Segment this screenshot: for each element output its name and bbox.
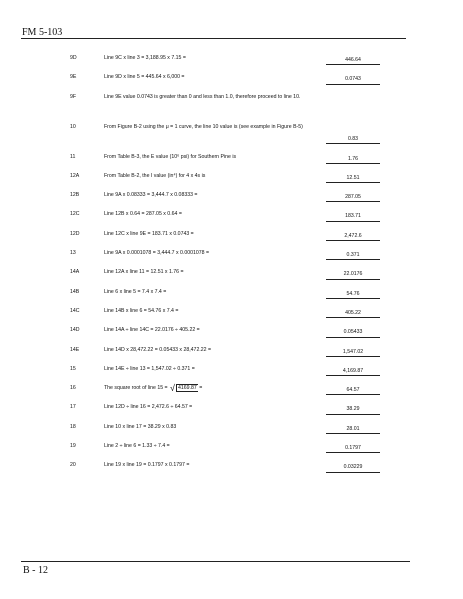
row-value: 54.76 [326, 291, 380, 299]
row-label: 12B [70, 192, 80, 199]
row-value: 0.0743 [326, 76, 380, 84]
footer-rule [21, 561, 410, 562]
page-number: B - 12 [23, 565, 48, 576]
row-label: 9D [70, 55, 77, 61]
worksheet-row [0, 363, 463, 382]
row-text [104, 383, 319, 394]
worksheet-row [0, 121, 463, 151]
row-value: 0.83 [326, 136, 380, 144]
row-label: 12A [70, 172, 80, 179]
row-label: 14A [70, 269, 80, 276]
row-text: Line 9C x line 3 = 3,188.95 x 7.15 = [104, 55, 186, 61]
worksheet-row [0, 344, 463, 363]
row-value: 0.05433 [326, 329, 380, 337]
worksheet-row [0, 208, 463, 227]
row-value: 446.64 [326, 57, 380, 65]
row-text: Line 12D ÷ line 16 = 2,472.6 ÷ 64.57 = [104, 404, 193, 411]
row-text: Line 9D x line 5 = 445.64 x 6,000 = [104, 74, 185, 81]
row-label: 16 [70, 385, 76, 392]
square-root-icon: √ [170, 383, 175, 394]
row-label: 12D [70, 230, 80, 237]
row-text: From Table B-3, the E value (10⁶ psi) for Southern Pine is [104, 153, 237, 160]
row-text: Line 14E ÷ line 13 = 1,547.02 ÷ 0.371 = [104, 365, 195, 372]
row-value: 64.57 [326, 387, 380, 395]
worksheet-row [0, 382, 463, 401]
worksheet-row [0, 170, 463, 189]
row-text: Line 12A x line 11 = 12.51 x 1.76 = [104, 269, 184, 276]
row-label: 18 [70, 423, 76, 430]
row-text: From Figure B-2 using the μ = 1 curve, the line 10 value is (see example in Figure B-5) [104, 123, 303, 130]
worksheet-row [0, 305, 463, 324]
worksheet-row [0, 151, 463, 170]
radicand: 4169.87 [178, 385, 197, 392]
worksheet-rows [0, 52, 463, 479]
row-value: 0.371 [326, 252, 380, 260]
row-text: Line 9E value 0.0743 is greater than 0 and less than 1.0, therefore proceed to line 10. [104, 93, 301, 100]
row-text: From Table B-2, the I value (in⁴) for 4 x 4s is [104, 172, 206, 179]
row-value: 0.1797 [326, 445, 380, 453]
row-value: 1,547.02 [326, 349, 380, 357]
row-text: Line 14D x 28,472.22 = 0.05433 x 28,472.22 = [104, 346, 212, 353]
row-label: 14D [70, 327, 80, 334]
row-text: Line 12C x line 9E = 183.71 x 0.0743 = [104, 230, 194, 237]
row-text: Line 12B x 0.64 = 287.05 x 0.64 = [104, 211, 182, 218]
row-text: Line 10 x line 17 = 38.29 x 0.83 [104, 423, 177, 430]
row-text: Line 9A x 0.0001078 = 3,444.7 x 0.0001078 = [104, 250, 209, 257]
worksheet-row [0, 440, 463, 459]
row-label: 19 [70, 443, 76, 450]
row-label: 14B [70, 288, 80, 295]
row-value: 38.29 [326, 406, 380, 414]
row-label: 10 [70, 123, 76, 130]
row-label: 12C [70, 211, 80, 218]
row-value: 4,169.87 [326, 368, 380, 376]
row-label: 15 [70, 365, 76, 372]
row-text: Line 2 ÷ line 6 = 1.33 ÷ 7.4 = [104, 443, 170, 450]
row-value: 22.0176 [326, 271, 380, 279]
worksheet-row [0, 247, 463, 266]
row-value: 0.03229 [326, 464, 380, 472]
row-value: 1.76 [326, 156, 380, 164]
row-value: 28.01 [326, 426, 380, 434]
row-label: 9E [70, 74, 77, 81]
row-label: 14E [70, 346, 80, 353]
row-text: Line 14B x line 6 = 54.76 x 7.4 = [104, 307, 179, 314]
row-text: Line 9A x 0.08333 = 3,444.7 x 0.08333 = [104, 192, 198, 199]
row-value: 405.22 [326, 310, 380, 318]
worksheet-row [0, 459, 463, 478]
header-title: FM 5-103 [22, 27, 63, 38]
row-value: 183.71 [326, 213, 380, 221]
row-text: Line 19 x line 19 = 0.1797 x 0.1797 = [104, 462, 190, 469]
worksheet-row [0, 91, 463, 121]
row-text: Line 6 x line 5 = 7.4 x 7.4 = [104, 288, 167, 295]
row-label: 17 [70, 404, 76, 411]
row-label: 13 [70, 250, 76, 257]
worksheet-row [0, 324, 463, 343]
row-label: 11 [70, 153, 76, 160]
worksheet-row [0, 189, 463, 208]
worksheet-row [0, 228, 463, 247]
header-rule [21, 38, 406, 39]
row-label: 9F [70, 93, 77, 100]
worksheet-row [0, 52, 463, 71]
worksheet-row [0, 266, 463, 285]
row-label: 20 [70, 462, 76, 469]
row-value: 287.05 [326, 194, 380, 202]
worksheet-row [0, 421, 463, 440]
worksheet-row [0, 286, 463, 305]
row-label: 14C [70, 307, 80, 314]
row-text: Line 14A ÷ line 14C = 22.0176 ÷ 405.22 = [104, 327, 200, 334]
row-value: 2,472.6 [326, 233, 380, 241]
worksheet-row [0, 401, 463, 420]
sqrt-text-before: The square root of line 15 = [104, 385, 168, 392]
row-value: 12.51 [326, 175, 380, 183]
worksheet-row [0, 71, 463, 90]
sqrt-text-after: = [199, 385, 203, 392]
